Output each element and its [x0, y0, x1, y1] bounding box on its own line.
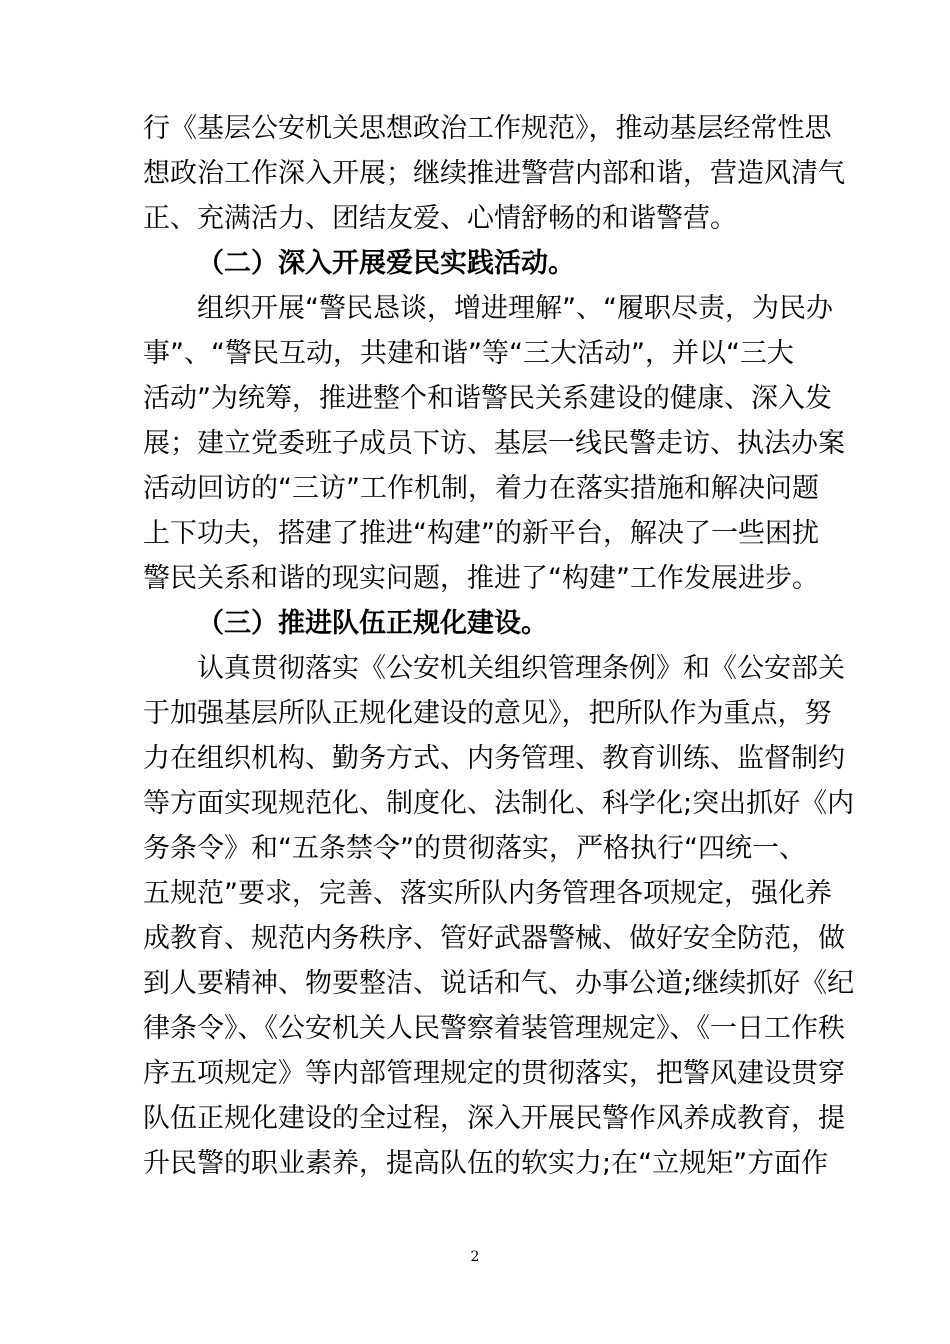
body-text-line: 活动回访的“三访”工作机制，着力在落实措施和解决问题: [143, 473, 819, 504]
section-heading: （三）推进队伍正规化建设。: [197, 608, 548, 639]
body-text-line: 序五项规定》等内部管理规定的贯彻落实，把警风建设贯穿: [143, 1058, 845, 1089]
body-text-line: 行《基层公安机关思想政治工作规范》，推动基层经常性思: [143, 113, 832, 144]
body-text-line: 律条令》、《公安机关人民警察着装管理规定》、《一日工作秩: [143, 1013, 845, 1044]
body-text-line: 想政治工作深入开展；继续推进警营内部和谐，营造风清气: [143, 158, 845, 189]
body-text-line: 力在组织机构、勤务方式、内务管理、教育训练、监督制约: [143, 743, 845, 774]
body-text-line: 警民关系和谐的现实问题，推进了“构建”工作发展进步。: [143, 563, 819, 594]
body-text-line: 五规范”要求，完善、落实所队内务管理各项规定，强化养: [143, 878, 832, 909]
body-text-line: 正、充满活力、团结友爱、心情舒畅的和谐警营。: [143, 203, 737, 234]
body-text-line: 升民警的职业素养，提高队伍的软实力;在“立规矩”方面作: [143, 1148, 829, 1179]
body-text-line: 活动”为统筹，推进整个和谐警民关系建设的健康、深入发: [143, 383, 832, 414]
body-text-line: 展；建立党委班子成员下访、基层一线民警走访、执法办案: [143, 428, 845, 459]
body-text-line: 事”、“警民互动，共建和谐”等“三大活动”，并以“三大: [143, 338, 794, 369]
body-text-line: 等方面实现规范化、制度化、法制化、科学化;突出抓好《内: [143, 788, 855, 819]
section-heading: （二）深入开展爱民实践活动。: [197, 248, 575, 279]
body-text-line: 到人要精神、物要整洁、说话和气、办事公道;继续抓好《纪: [143, 968, 855, 999]
body-text-line: 务条令》和“五条禁令”的贯彻落实，严格执行“四统一、: [143, 833, 806, 864]
body-text-line: 于加强基层所队正规化建设的意见》，把所队作为重点，努: [143, 698, 832, 729]
body-text-line: 成教育、规范内务秩序、管好武器警械、做好安全防范，做: [143, 923, 845, 954]
body-text-line: 队伍正规化建设的全过程，深入开展民警作风养成教育，提: [143, 1103, 845, 1134]
body-text-line: 上下功夫，搭建了推进“构建”的新平台，解决了一些困扰: [143, 518, 819, 549]
page-number: 2: [470, 1249, 480, 1265]
paragraph-first-line: 组织开展“警民恳谈，增进理解”、“履职尽责，为民办: [197, 293, 833, 324]
paragraph-first-line: 认真贯彻落实《公安机关组织管理条例》和《公安部关: [197, 653, 845, 684]
